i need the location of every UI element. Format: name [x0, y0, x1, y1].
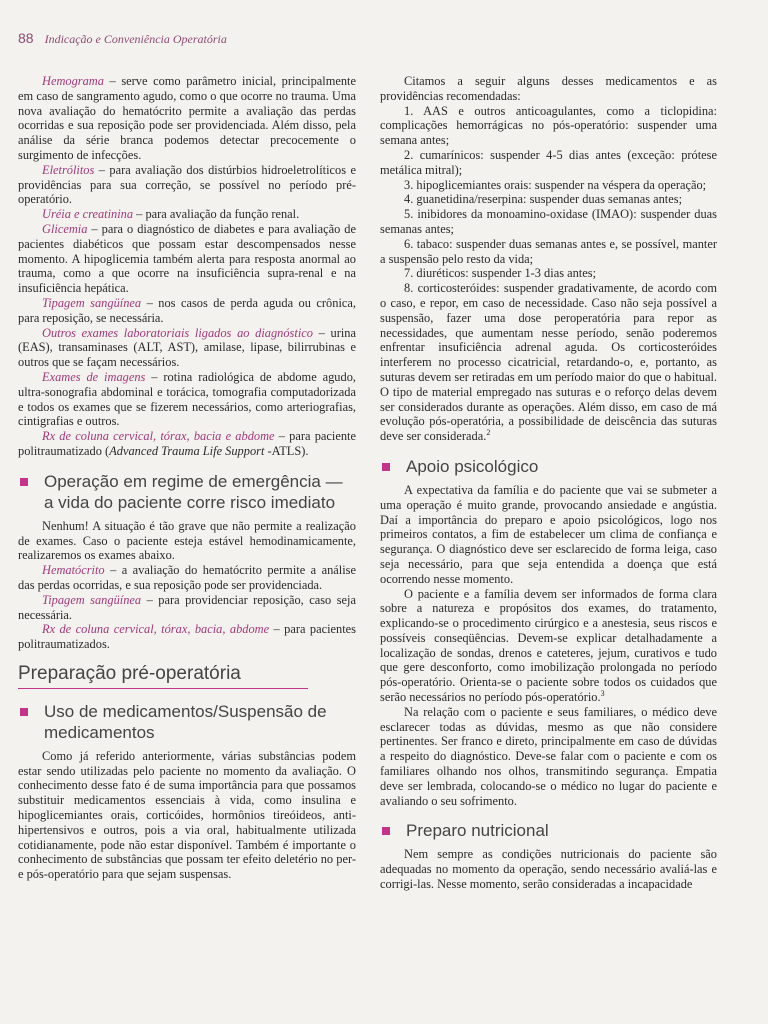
list-item: 1. AAS e outros anticoagulantes, como a ticlopidina: complicações hemorrágicas no pós-operatório: suspender uma semana antes;	[380, 103, 717, 148]
section-heading-emergency: Operação em regime de emergência — a vida do paciente corre risco imediato	[18, 471, 356, 513]
section-heading-meds: Uso de medicamentos/Suspensão de medicamentos	[18, 701, 356, 743]
square-bullet-icon	[382, 827, 390, 835]
meds-intro: Citamos a seguir alguns desses medicamentos e as providências recomendadas:	[380, 74, 717, 103]
running-title: Indicação e Conveniência Operatória	[44, 32, 227, 46]
nutrition-paragraph: Nem sempre as condições nutricionais do paciente são adequadas no momento da operação, sendo necessário avaliá-las e corrigi-las. Nesse momento, serão consideradas a incapacidade	[380, 847, 717, 892]
square-bullet-icon	[20, 478, 28, 486]
emergency-intro: Nenhum! A situação é tão grave que não permite a realização de exames. Caso o paciente esteja estável hemodinamicamente, realizaremos os exames abaixo.	[18, 518, 356, 563]
psych-paragraph: A expectativa da família e do paciente que vai se submeter a uma operação é muito grande, provocando ansiedade e angústia. Daí a importância do preparo e apoio psicológicos, logo nos primeiros contatos, a fim de estabelecer um clima de confiança e segurança. O diagnóstico deve ser esclarecido de forma leiga, caso seja necessário, para que seja entendida a doença que está ocorrendo nesse momento.	[380, 482, 717, 586]
reference-marker: 2	[486, 428, 491, 437]
emergency-item: Rx de coluna cervical, tórax, bacia, abdome – para pacientes politraumatizados.	[18, 622, 356, 652]
psych-paragraph: O paciente e a família devem ser informados de forma clara sobre a natureza e propósitos dos exames, do tratamento, explicando-se o procedimento cirúrgico e a anestesia, seus riscos e possíveis conseqüências. Devem-se explicar detalhadamente a localização de sondas, drenos e cateteres, jejum, curativos e tudo que gere desconforto, como imobilização prolongada no período pós-operatório. Orienta-se o paciente sobre todos os cuidados que serão necessários no período pós-operatório.$^3$	[380, 586, 717, 705]
exam-paragraph: Eletrólitos – para avaliação dos distúrbios hidroeletrolíticos e providências para sua correção, se possível no período pré-operatório.	[18, 162, 356, 207]
list-item: 3. hipoglicemiantes orais: suspender na véspera da operação;	[404, 177, 707, 192]
exam-paragraph: Tipagem sangüínea – nos casos de perda aguda ou crônica, para reposição, se necessária.	[18, 295, 356, 325]
section-heading-nutrition: Preparo nutricional	[380, 820, 717, 841]
exam-paragraph: Uréia e creatinina – para avaliação da função renal.	[42, 207, 300, 222]
left-column	[18, 74, 356, 882]
list-item: 2. cumarínicos: suspender 4-5 dias antes (exceção: prótese metálica mitral);	[380, 147, 717, 177]
medication-list	[380, 104, 717, 444]
reference-marker: 3	[600, 688, 605, 698]
list-item: 4. guanetidina/reserpina: suspender duas semanas antes;	[404, 192, 683, 207]
list-item: 6. tabaco: suspender duas semanas antes e, se possível, manter a suspensão pelo resto da vida;	[380, 236, 717, 266]
exam-paragraph: Glicemia – para o diagnóstico de diabetes e para avaliação de pacientes diabéticos que possam estar descompensados nesse momento. A hipoglicemia também alerta para resposta anormal ao trauma, como a que ocorre na insuficiência supra-renal e na insuficiência hepática.	[18, 221, 356, 296]
list-item: 5. inibidores da monoamino-oxidase (IMAO): suspender duas semanas antes;	[380, 207, 717, 236]
right-column	[380, 74, 717, 892]
page-header	[18, 30, 227, 50]
exam-paragraph: Outros exames laboratoriais ligados ao diagnóstico – urina (EAS), transaminases (ALT, AST), amilase, lipase, bilirrubinas e outros que se façam necessários.	[18, 325, 356, 370]
section-heading-psych: Apoio psicológico	[380, 456, 717, 477]
list-item: 8. corticosteróides: suspender gradativamente, de acordo com o caso, e repor, em caso de necessidade. Caso não seja possível a suspensão, fazer uma dose peroperatória para repor as necessidades, que aumentam nesse período, senão poderemos enfrentar insuficiência adrenal aguda. Os corticosteróides interferem no processo cicatricial, retardando-o, e, portanto, as suturas devem ser retiradas em um período maior do que o habitual. O tipo de material empregado nas suturas e o reforço delas devem ser considerados durante as operações. Além disso, em caso de má evolução pós-operatória, a possibilidade de deiscência das suturas deve ser considerada.$^2$	[380, 281, 717, 444]
square-bullet-icon	[20, 708, 28, 716]
exam-paragraph: Hemograma – serve como parâmetro inicial, principalmente em caso de sangramento agudo, como o que ocorre no trauma. Uma nova avaliação do hematócrito permite a avaliação das perdas ocorridas e sua reposição pode ser providenciada. Além disso, pela análise da série branca podemos detectar precocemente o surgimento de infecções.	[18, 74, 356, 162]
meds-paragraph: Como já referido anteriormente, várias substâncias podem estar sendo utilizadas pelo paciente no momento da avaliação. O conhecimento desse fato é de suma importância para que possamos substituir medicamentos essenciais à vida, como insulina e hipoglicemiantes orais, corticóides, hormônios tireóideos, anti-hipertensivos e outros, pois a via oral, habitualmente utilizada cotidianamente, pode não estar disponível. Também é importante o conhecimento de substâncias que possam ter efeito deletério no per- e pós-operatório para que sejam suspensas.	[18, 748, 356, 882]
page-number: 88	[18, 30, 34, 46]
exam-paragraph: Rx de coluna cervical, tórax, bacia e abdome – para paciente politraumatizado (Advanced Trauma Life Support -ATLS).	[18, 429, 356, 458]
square-bullet-icon	[382, 463, 390, 471]
list-item: 7. diuréticos: suspender 1-3 dias antes;	[404, 266, 597, 281]
psych-paragraph: Na relação com o paciente e seus familiares, o médico deve esclarecer todas as dúvidas, mesmo as que não considere pertinentes. Ser franco e direto, principalmente em caso de dúvidas a respeito do diagnóstico. Deve-se falar com o paciente e com os familiares olhando nos olhos, transmitindo segurança. Empatia deve ser lembrada, colocando-se o médico no lugar do paciente e avaliando o seu sofrimento.	[380, 704, 717, 808]
chapter-heading-preop: Preparação pré-operatória	[18, 662, 308, 689]
exam-paragraph: Exames de imagens – rotina radiológica de abdome agudo, ultra-sonografia abdominal e torácica, tomografia computadorizada e todos os exames que se fizerem necessários, como arteriografias, cintigrafias e outros.	[18, 369, 356, 429]
emergency-item: Hematócrito – a avaliação do hematócrito permite a análise das perdas ocorridas, e sua reposição pode ser providenciada.	[18, 563, 356, 592]
emergency-item: Tipagem sangüínea – para providenciar reposição, caso seja necessária.	[18, 592, 356, 622]
